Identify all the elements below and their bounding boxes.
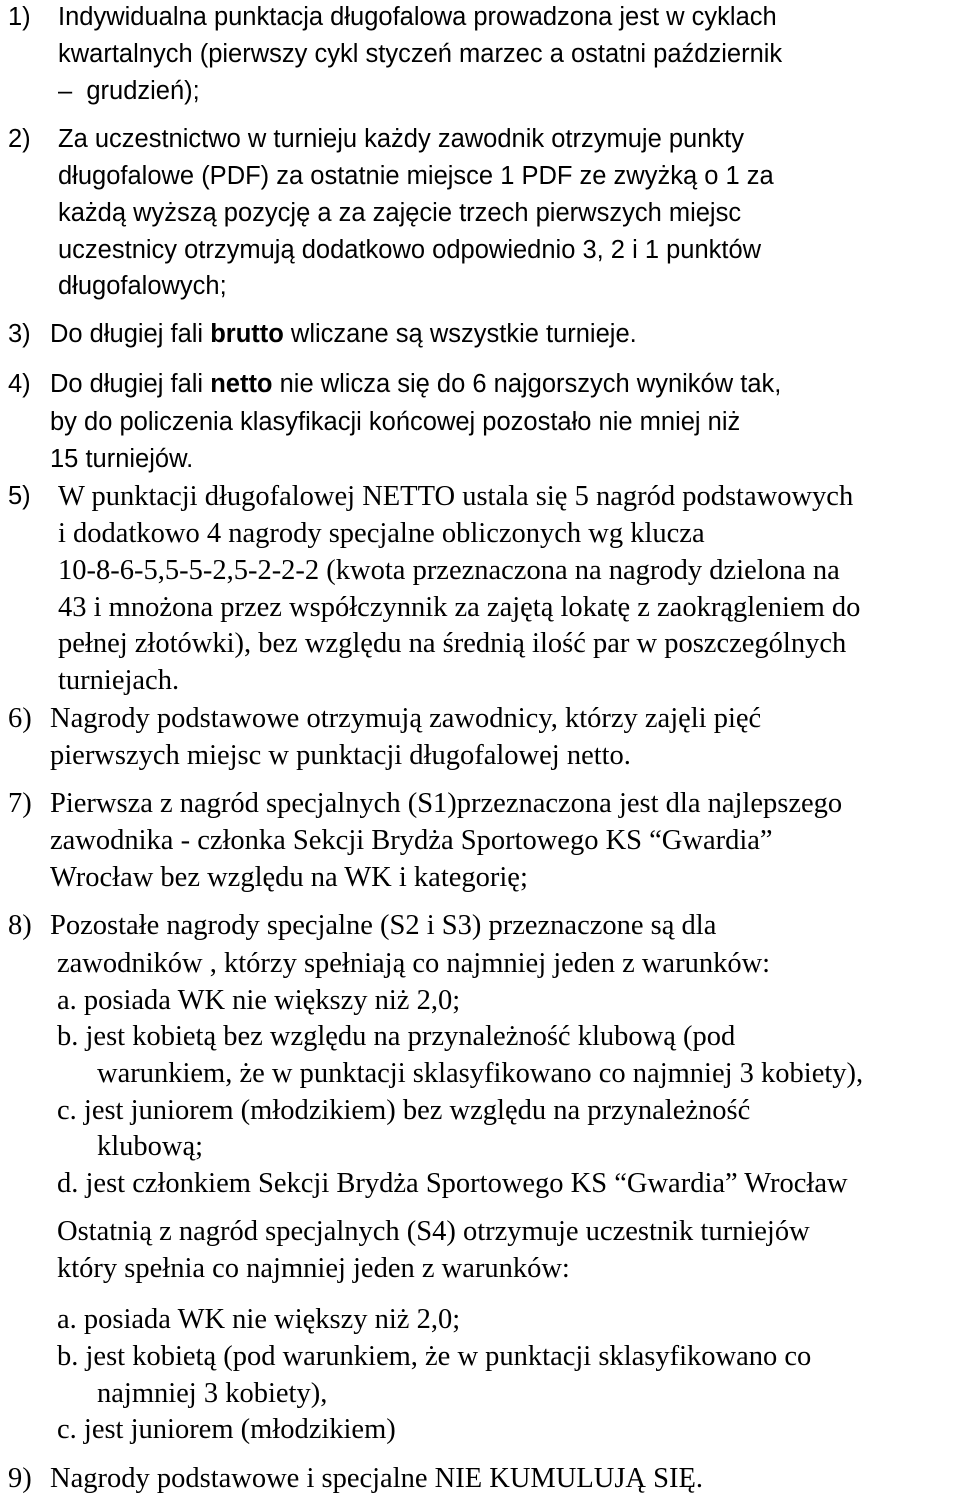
rule-8-s4-item-b-line-1: b. jest kobietą (pod warunkiem, że w punktacji sklasyfikowano co	[57, 1341, 812, 1372]
rule-8-item-b-line-2: warunkiem, że w punktacji sklasyfikowano co najmniej 3 kobiety),	[97, 1058, 864, 1089]
rule-3-bold: brutto	[210, 320, 284, 348]
rule-1-line-3	[58, 79, 200, 105]
rule-5-line-4: 43 i mnożona przez współczynnik za zajętą lokatę z zaokrągleniem do	[58, 592, 861, 623]
rule-8-item-b-line-1: b. jest kobietą bez względu na przynależność klubową (pod	[57, 1021, 736, 1052]
rule-1-line-1: Indywidualna punktacja długofalowa prowadzona jest w cyklach	[58, 3, 777, 31]
rule-9-number: 9)	[8, 1463, 32, 1494]
rule-8-s4-line-2: który spełnia co najmniej jeden z warunków:	[57, 1253, 570, 1284]
rule-5-line-3: 10-8-6-5,5-5-2,5-2-2-2 (kwota przeznaczona na nagrody dzielona na	[58, 555, 840, 586]
rule-8-s4-item-b-line-2: najmniej 3 kobiety),	[97, 1378, 328, 1409]
rule-8-item-c-line-1: c. jest juniorem (młodzikiem) bez względu na przynależność	[57, 1095, 751, 1126]
dash: –	[58, 77, 87, 105]
rule-7-number: 7)	[8, 788, 32, 819]
rule-2-number: 2)	[8, 125, 31, 153]
rule-7-line-1: Pierwsza z nagród specjalnych (S1)przeznaczona jest dla najlepszego	[50, 788, 843, 819]
rule-6-line-2: pierwszych miejsc w punktacji długofalowej netto.	[50, 740, 631, 771]
rule-8-item-d: d. jest członkiem Sekcji Brydża Sportowego KS “Gwardia” Wrocław	[57, 1168, 848, 1199]
rule-5-line-6: turniejach.	[58, 665, 180, 696]
rule-1-line-2: kwartalnych (pierwszy cykl styczeń marzec a ostatni październik	[58, 40, 783, 68]
rule-2-line-5: długofalowych;	[58, 272, 227, 300]
rule-1-number: 1)	[8, 3, 31, 31]
rule-5-line-5: pełnej złotówki), bez względu na średnią ilość par w poszczególnych	[58, 628, 847, 659]
rule-4-line-1	[50, 372, 781, 398]
rule-5-line-2: i dodatkowo 4 nagrody specjalne obliczonych wg klucza	[58, 518, 705, 549]
rule-4-line-3: 15 turniejów.	[50, 445, 194, 473]
rule-4-bold: netto	[210, 370, 273, 398]
rule-8-line-1: Pozostałe nagrody specjalne (S2 i S3) przeznaczone są dla	[50, 910, 717, 941]
rule-2-line-3: każdą wyższą pozycję a za zajęcie trzech pierwszych miejsc	[58, 199, 742, 227]
rule-4-pre: Do długiej fali	[50, 370, 204, 398]
rule-8-item-c-line-2: klubową;	[97, 1131, 204, 1162]
rule-4-post: nie wlicza się do 6 najgorszych wyników tak,	[279, 370, 782, 398]
rule-8-s4-item-a: a. posiada WK nie większy niż 2,0;	[57, 1304, 461, 1335]
rule-6-number: 6)	[8, 703, 32, 734]
rule-4-number: 4)	[8, 370, 31, 398]
rule-3-line-1	[50, 322, 637, 348]
rule-2-line-4: uczestnicy otrzymują dodatkowo odpowiednio 3, 2 i 1 punktów	[58, 236, 762, 264]
rule-3-pre: Do długiej fali	[50, 320, 204, 348]
rule-2-line-1: Za uczestnictwo w turnieju każdy zawodnik otrzymuje punkty	[58, 125, 744, 153]
rule-8-s4-line-1: Ostatnią z nagród specjalnych (S4) otrzymuje uczestnik turniejów	[57, 1216, 810, 1247]
rule-3-post: wliczane są wszystkie turnieje.	[290, 320, 637, 348]
rule-9-line-1: Nagrody podstawowe i specjalne NIE KUMULUJĄ SIĘ.	[50, 1463, 703, 1494]
rule-6-line-1: Nagrody podstawowe otrzymują zawodnicy, którzy zajęli pięć	[50, 703, 762, 734]
rule-7-line-2: zawodnika - członka Sekcji Brydża Sportowego KS “Gwardia”	[50, 825, 773, 856]
rule-8-item-a: a. posiada WK nie większy niż 2,0;	[57, 985, 461, 1016]
rule-5-line-1: W punktacji długofalowej NETTO ustala się 5 nagród podstawowych	[58, 481, 854, 512]
rule-8-line-2: zawodników , którzy spełniają co najmniej jeden z warunków:	[57, 948, 771, 979]
rule-2-line-2: długofalowe (PDF) za ostatnie miejsce 1 PDF ze zwyżką o 1 za	[58, 162, 774, 190]
rule-8-number: 8)	[8, 910, 32, 941]
rule-8-s4-item-c: c. jest juniorem (młodzikiem)	[57, 1414, 396, 1445]
rule-1-line-3-text: grudzień);	[86, 77, 200, 105]
rule-4-line-2: by do policzenia klasyfikacji końcowej pozostało nie mniej niż	[50, 408, 741, 436]
rule-5-number: 5)	[8, 482, 31, 510]
rule-3-number: 3)	[8, 320, 31, 348]
rule-7-line-3: Wrocław bez względu na WK i kategorię;	[50, 862, 528, 893]
